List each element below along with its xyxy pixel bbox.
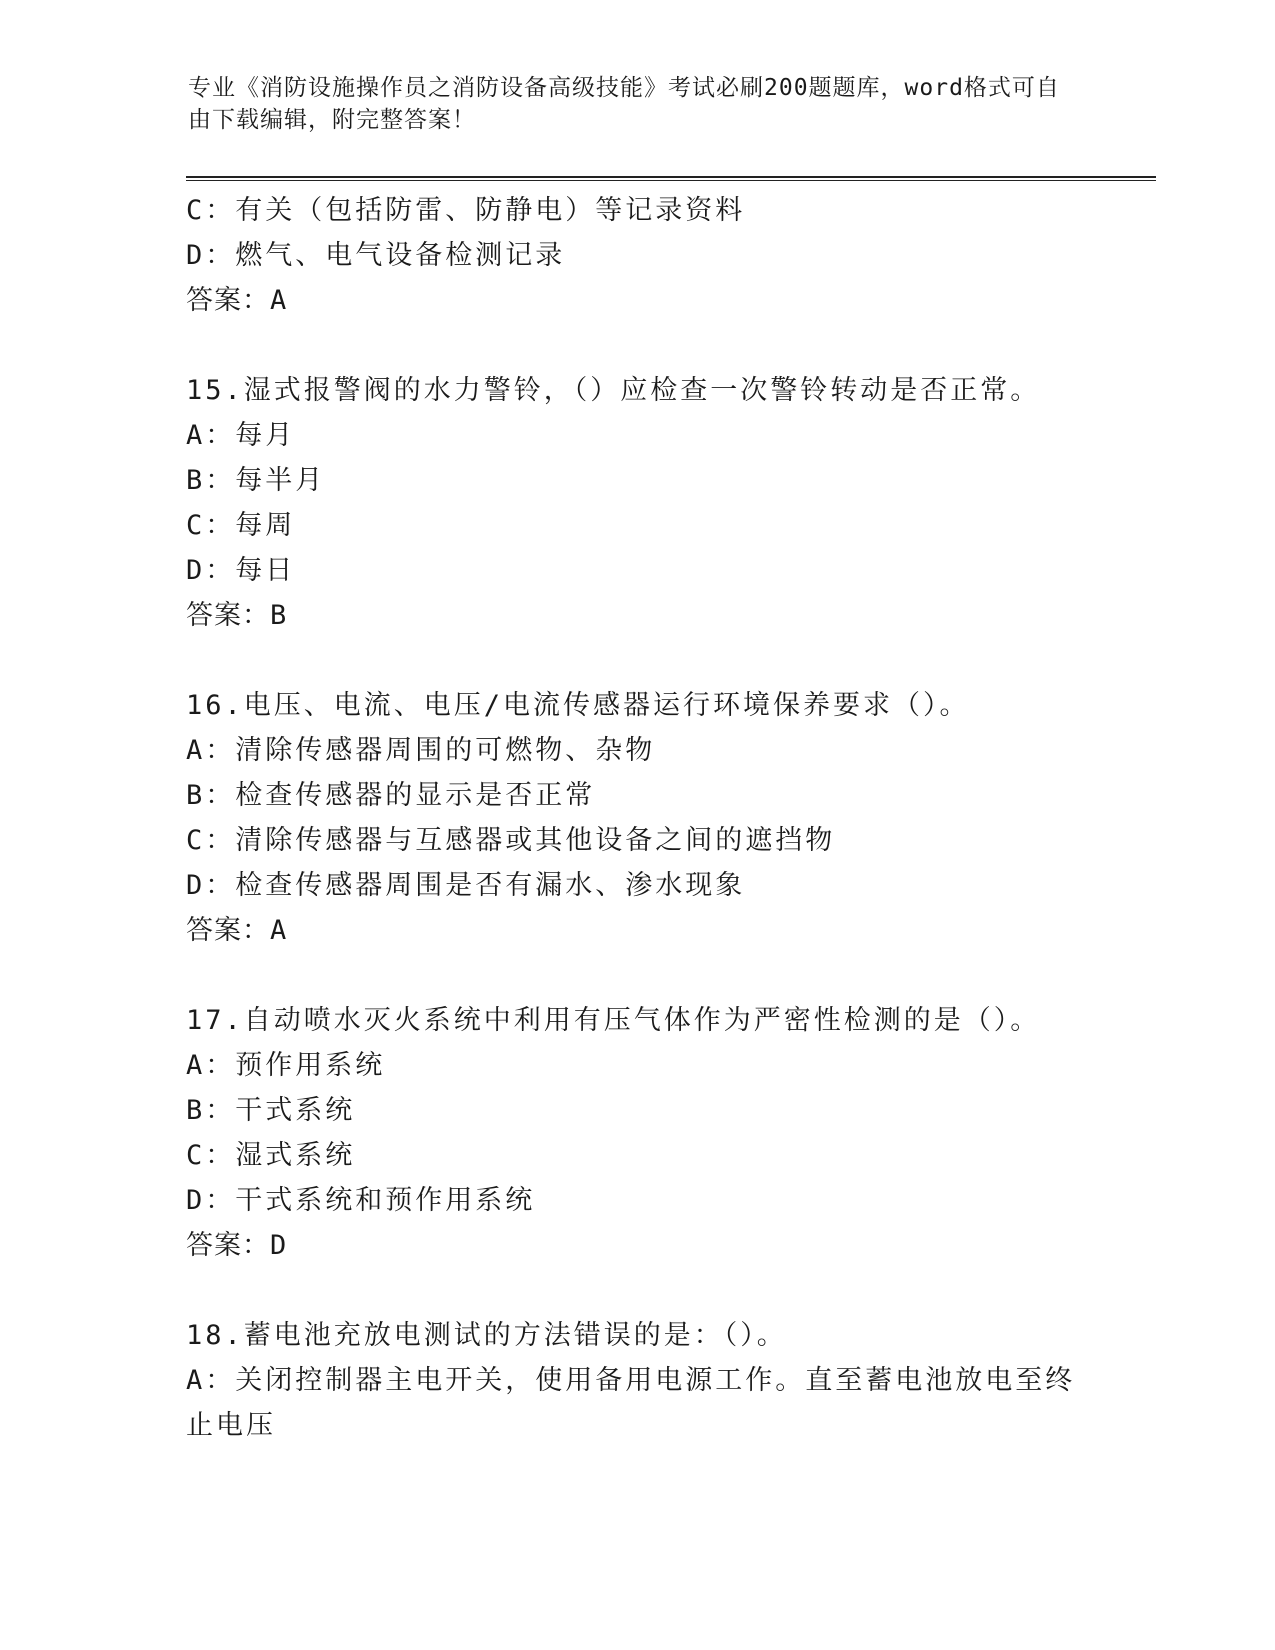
q14-answer: 答案：A xyxy=(186,285,288,316)
q15-option-a: A：每月 xyxy=(186,420,296,451)
q17-answer: 答案：D xyxy=(186,1230,288,1261)
q17-option-a: A：预作用系统 xyxy=(186,1050,386,1081)
q15-question: 15.湿式报警阀的水力警铃，（）应检查一次警铃转动是否正常。 xyxy=(186,375,1041,406)
q18-question: 18.蓄电池充放电测试的方法错误的是：（）。 xyxy=(186,1320,787,1351)
q16-answer: 答案：A xyxy=(186,915,288,946)
spacer xyxy=(186,1268,1086,1313)
q15-option-c: C：每周 xyxy=(186,510,296,541)
header-divider xyxy=(186,176,1156,181)
q17-option-d: D：干式系统和预作用系统 xyxy=(186,1185,536,1216)
q14-option-d: D：燃气、电气设备检测记录 xyxy=(186,240,566,271)
q16-option-b: B：检查传感器的显示是否正常 xyxy=(186,780,596,811)
document-title: 专业《消防设施操作员之消防设备高级技能》考试必刷200题题库，word格式可自由下载编辑，附完整答案！ xyxy=(188,75,1060,133)
spacer xyxy=(186,638,1086,683)
q14-option-c: C：有关（包括防雷、防静电）等记录资料 xyxy=(186,195,746,226)
q15-answer: 答案：B xyxy=(186,600,288,631)
q17-option-c: C：湿式系统 xyxy=(186,1140,356,1171)
question-list xyxy=(186,188,1086,1448)
q18-option-a: A：关闭控制器主电开关，使用备用电源工作。直至蓄电池放电至终止电压 xyxy=(186,1365,1076,1441)
q16-option-d: D：检查传感器周围是否有漏水、渗水现象 xyxy=(186,870,746,901)
spacer xyxy=(186,953,1086,998)
q17-question: 17.自动喷水灭火系统中利用有压气体作为严密性检测的是（）。 xyxy=(186,1005,1041,1036)
q15-option-d: D：每日 xyxy=(186,555,296,586)
q16-option-a: A：清除传感器周围的可燃物、杂物 xyxy=(186,735,656,766)
q16-option-c: C：清除传感器与互感器或其他设备之间的遮挡物 xyxy=(186,825,836,856)
q15-option-b: B：每半月 xyxy=(186,465,326,496)
spacer xyxy=(186,323,1086,368)
q17-option-b: B：干式系统 xyxy=(186,1095,356,1126)
document-header xyxy=(188,72,1068,136)
q16-question: 16.电压、电流、电压/电流传感器运行环境保养要求（）。 xyxy=(186,690,970,721)
